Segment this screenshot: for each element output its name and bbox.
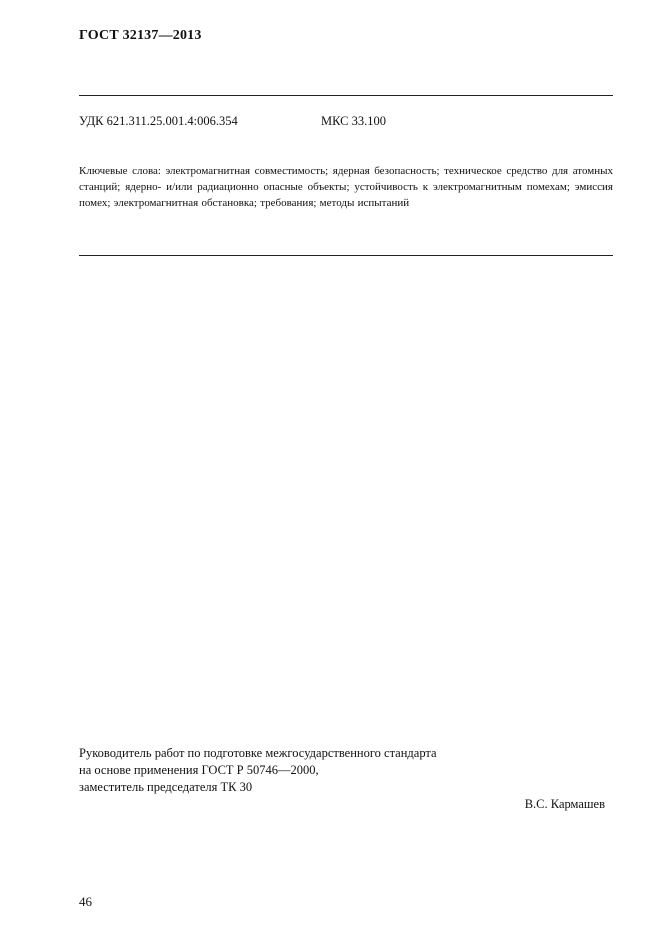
standard-number-header: ГОСТ 32137—2013 — [79, 28, 202, 43]
keywords-paragraph: Ключевые слова: электромагнитная совместимость; ядерная безопасность; техническое средство для атомных станций; ядерно- и/или радиационно опасные объекты; устойчивость к электромагнитным помехам; эмиссия помех; электромагнитная обстановка; требования; методы испытаний — [79, 165, 613, 209]
bottom-divider — [79, 255, 613, 256]
classification-row — [79, 114, 386, 129]
signer-name: В.С. Кармашев — [524, 797, 605, 811]
top-divider — [79, 95, 613, 96]
signature-line-1: Руководитель работ по подготовке межгосударственного стандарта — [79, 746, 437, 760]
signature-block — [79, 745, 613, 811]
signature-line-3: заместитель председателя ТК 30 — [79, 780, 253, 794]
page-number: 46 — [79, 894, 92, 909]
mks-code: МКС 33.100 — [321, 114, 386, 128]
signature-line-2: на основе применения ГОСТ Р 50746—2000, — [79, 763, 319, 777]
udk-code: УДК 621.311.25.001.4:006.354 — [79, 114, 238, 128]
